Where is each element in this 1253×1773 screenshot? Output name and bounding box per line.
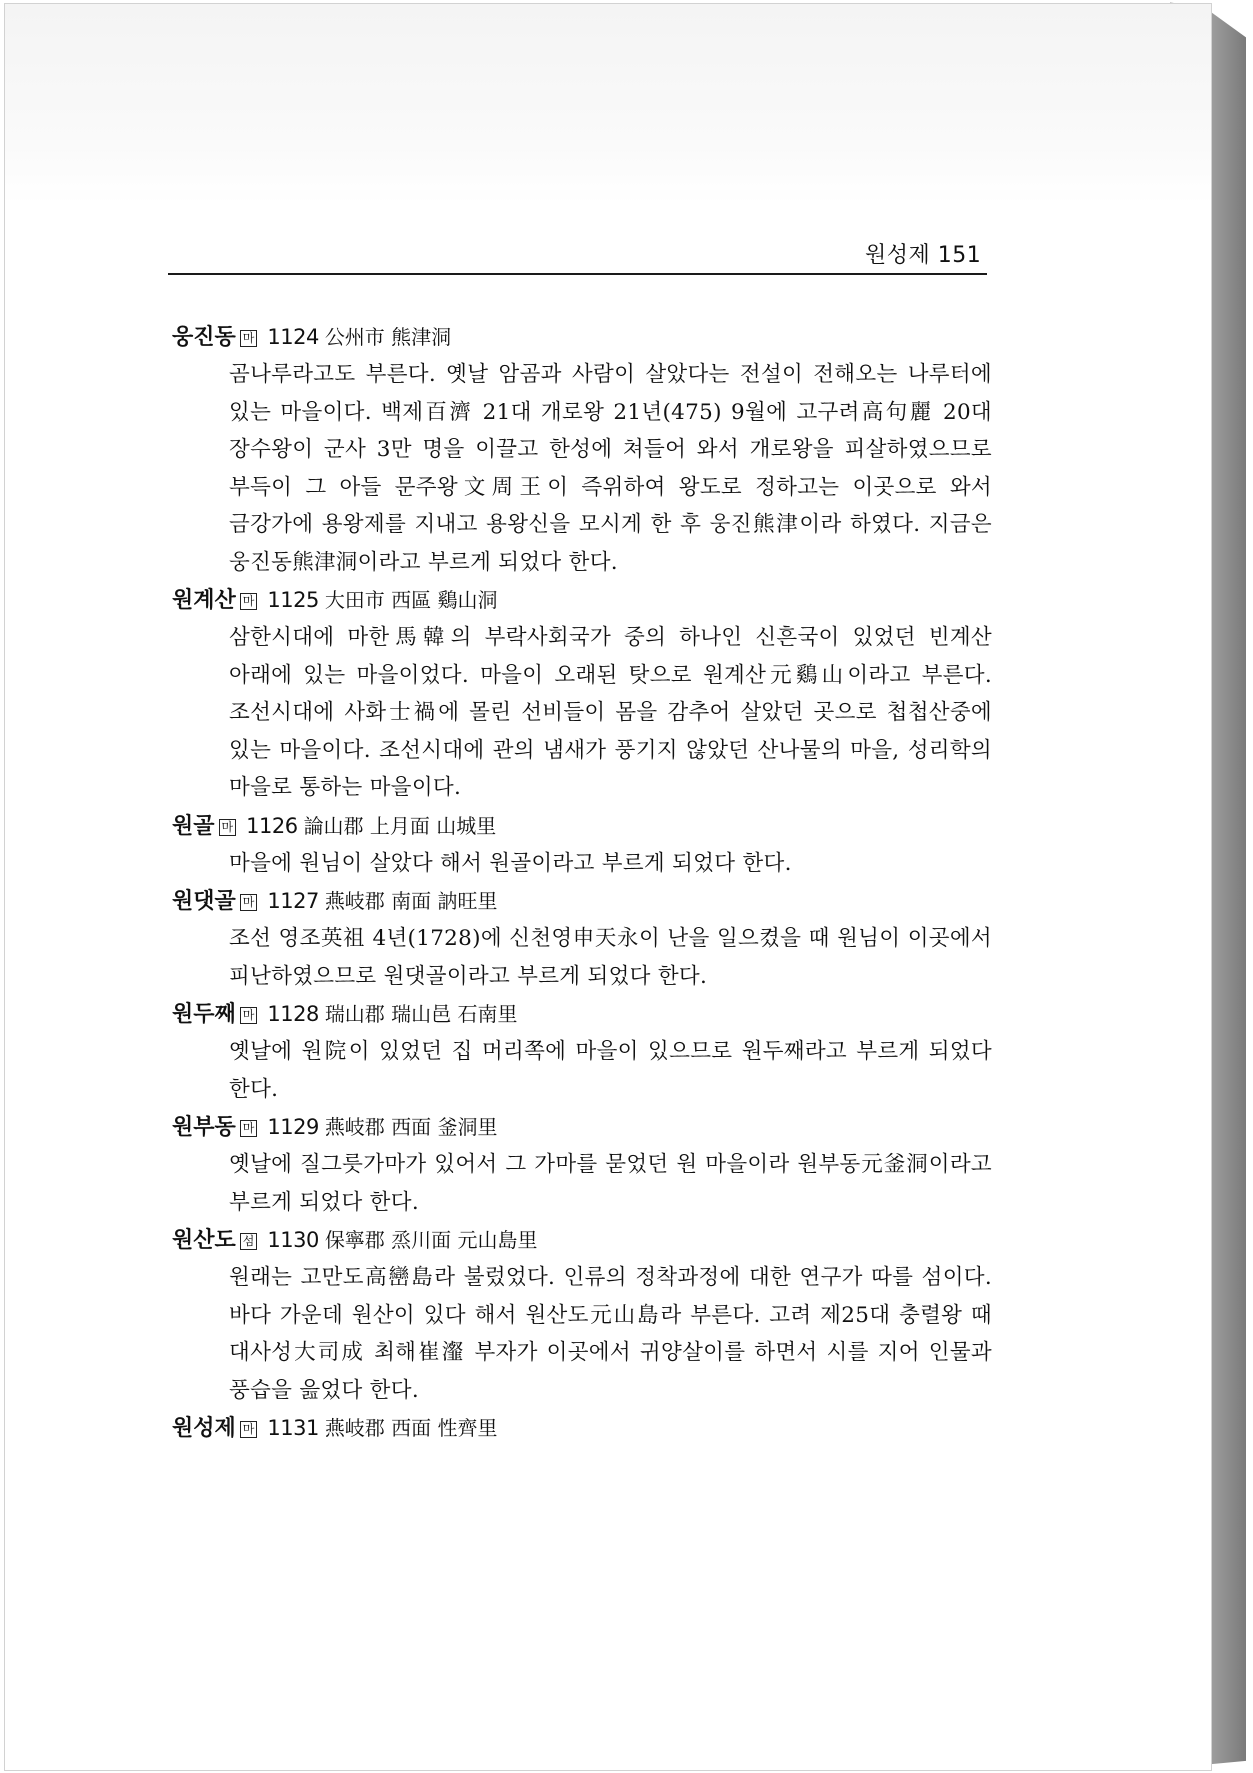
entry-text: 조선 영조英祖 4년(1728)에 신천영申天永이 난을 일으켰을 때 원님이 이곳에서 피난하였으므로 원댓골이라고 부르게 되었다 한다.	[229, 926, 992, 989]
entry-type-mark: 마	[219, 819, 237, 836]
header-rule	[168, 273, 987, 275]
entry-number: 1126	[246, 813, 298, 838]
entry-heading	[172, 1409, 992, 1447]
entry-heading	[172, 995, 992, 1033]
entry-title: 원부동	[172, 1115, 236, 1140]
book-page	[4, 3, 1212, 1771]
entry-title: 웅진동	[172, 325, 236, 350]
entry-type-mark: 마	[240, 1421, 258, 1438]
entry-number: 1129	[267, 1115, 319, 1139]
entry	[172, 1409, 992, 1447]
entry	[172, 1108, 992, 1221]
entry	[172, 1221, 992, 1409]
entry-type-mark: 마	[240, 593, 258, 610]
entry-title: 원댓골	[172, 889, 236, 914]
entry-number: 1125	[267, 588, 319, 612]
entry-location: 公州市 熊津洞	[324, 325, 452, 349]
entry-text: 곰나루라고도 부른다. 옛날 암곰과 사람이 살았다는 전설이 전해오는 나루터에 있는 마을이다. 백제百濟 21대 개로왕 21년(475) 9월에 고구려高句麗 20대 장수왕이 군사 3만 명을 이끌고 한성에 쳐들어 와서 개로왕을 피살하였으므로 부득이 그 아들 문주왕文周王이 즉위하여 왕도로 정하고는 이곳으로 와서 금강가에 용왕제를 지내고 용왕신을 모시게 한 후 웅진熊津이라 하였다. 지금은 웅진동熊津洞이라고 부르게 되었다 한다.	[229, 362, 992, 575]
entry-list	[172, 318, 992, 1447]
entry-location: 燕岐郡 西面 性齊里	[324, 1416, 498, 1440]
entry-type-mark: 마	[240, 894, 258, 911]
running-head-title: 원성제	[865, 243, 931, 268]
entry	[172, 581, 992, 807]
entry-type-mark: 마	[240, 330, 258, 347]
entry-heading	[172, 581, 992, 619]
entry-title: 원산도	[172, 1228, 236, 1253]
entry-location: 論山郡 上月面 山城里	[303, 813, 497, 838]
entry-number: 1127	[267, 889, 319, 913]
entry-number: 1128	[267, 1002, 319, 1026]
scan-shading	[5, 4, 1211, 204]
entry-type-mark: 마	[240, 1120, 258, 1137]
entry-number: 1124	[267, 325, 319, 349]
entry	[172, 882, 992, 995]
entry-location: 大田市 西區 鷄山洞	[324, 588, 498, 612]
entry-heading	[172, 882, 992, 920]
entry-title: 원성제	[172, 1416, 236, 1441]
entry-heading	[172, 318, 992, 356]
entry-text: 옛날에 원院이 있었던 집 머리쪽에 마을이 있으므로 원두째라고 부르게 되었다 한다.	[229, 1039, 992, 1102]
entry-heading	[172, 807, 992, 845]
entry-location: 保寧郡 烝川面 元山島里	[324, 1228, 538, 1252]
entry-heading	[172, 1221, 992, 1259]
page-number: 151	[937, 243, 982, 268]
entry-title: 원계산	[172, 588, 236, 613]
entry-type-mark: 섬	[240, 1233, 258, 1250]
entry	[172, 995, 992, 1108]
entry	[172, 318, 992, 581]
entry-heading	[172, 1108, 992, 1146]
entry-title: 원두째	[172, 1002, 236, 1027]
entry-text: 삼한시대에 마한馬韓의 부락사회국가 중의 하나인 신흔국이 있었던 빈계산 아래에 있는 마을이었다. 마을이 오래된 탓으로 원계산元鷄山이라고 부른다. 조선시대에 사화士禍에 몰린 선비들이 몸을 감추어 살았던 곳으로 첩첩산중에 있는 마을이다. 조선시대에 관의 냄새가 풍기지 않았던 산나물의 마을, 성리학의 마을로 통하는 마을이다.	[229, 625, 992, 800]
entry-number: 1131	[267, 1416, 319, 1440]
entry-location: 燕岐郡 南面 訥旺里	[324, 889, 498, 913]
entry	[172, 807, 992, 883]
entry-type-mark: 마	[240, 1007, 258, 1024]
entry-location: 瑞山郡 瑞山邑 石南里	[324, 1002, 518, 1026]
entry-text: 옛날에 질그릇가마가 있어서 그 가마를 묻었던 원 마을이라 원부동元釜洞이라고 부르게 되었다 한다.	[229, 1152, 992, 1215]
entry-location: 燕岐郡 西面 釜洞里	[324, 1115, 498, 1139]
entry-text: 원래는 고만도高巒島라 불렀었다. 인류의 정착과정에 대한 연구가 따를 섬이다. 바다 가운데 원산이 있다 해서 원산도元山島라 부른다. 고려 제25대 충렬왕 때 대사성大司成 최해崔瀣 부자가 이곳에서 귀양살이를 하면서 시를 지어 인물과 풍습을 읊었다 한다.	[229, 1265, 992, 1403]
entry-number: 1130	[267, 1228, 319, 1252]
entry-title: 원골	[172, 813, 215, 839]
entry-text: 마을에 원님이 살았다 해서 원골이라고 부르게 되었다 한다.	[229, 850, 792, 876]
running-head	[865, 238, 981, 269]
